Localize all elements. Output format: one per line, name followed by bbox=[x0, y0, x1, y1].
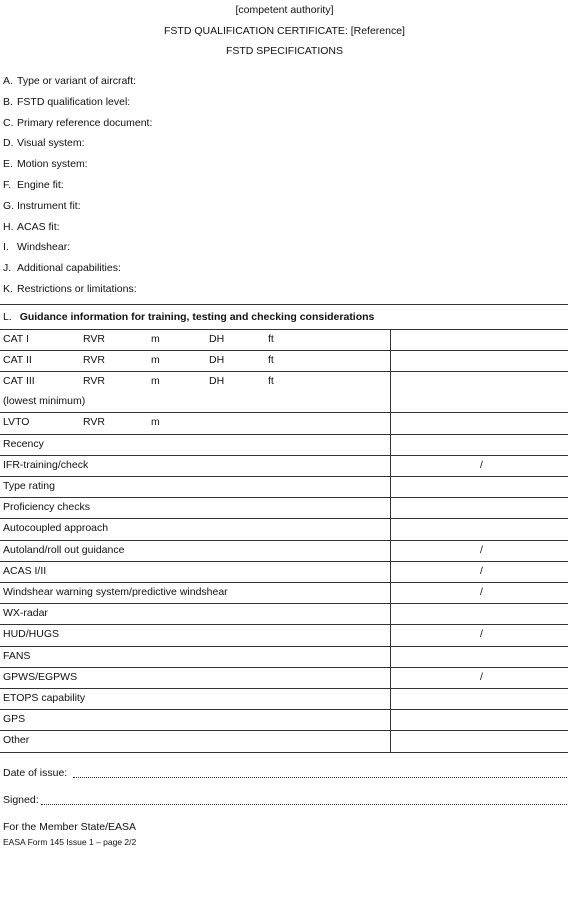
value-cell[interactable] bbox=[392, 477, 566, 496]
spec-label: Motion system: bbox=[17, 158, 88, 171]
value-cell[interactable] bbox=[392, 604, 566, 623]
table-row-label: Autocoupled approach bbox=[3, 522, 109, 535]
certificate-title: FSTD QUALIFICATION CERTIFICATE: [Reference] bbox=[164, 25, 405, 37]
member-state-label: For the Member State/EASA bbox=[3, 821, 137, 833]
date-of-issue-field[interactable] bbox=[73, 777, 567, 778]
spec-label: FSTD qualification level: bbox=[17, 95, 131, 108]
dh-label: DH bbox=[209, 375, 225, 388]
competent-authority: [competent authority] bbox=[235, 4, 334, 16]
value-cell[interactable] bbox=[392, 330, 566, 349]
value-cell[interactable] bbox=[392, 668, 566, 687]
table-row-label: FANS bbox=[3, 649, 31, 662]
minima-category: LVTO bbox=[3, 416, 30, 429]
value-cell[interactable] bbox=[392, 498, 566, 517]
separator-mark: / bbox=[480, 458, 483, 471]
spec-letter: D. bbox=[3, 137, 14, 150]
value-cell[interactable] bbox=[392, 413, 566, 432]
table-row-label: Recency bbox=[3, 437, 44, 450]
spec-letter: J. bbox=[3, 262, 12, 275]
metres-unit: m bbox=[151, 416, 160, 429]
spec-letter: E. bbox=[3, 158, 13, 171]
table-row-label: IFR-training/check bbox=[3, 458, 89, 471]
table-row-label: Windshear warning system/predictive windshear bbox=[3, 586, 228, 598]
spec-label: Instrument fit: bbox=[17, 199, 81, 212]
value-cell[interactable] bbox=[392, 519, 566, 538]
separator-mark: / bbox=[480, 543, 483, 556]
separator-mark: / bbox=[480, 628, 483, 641]
value-cell[interactable] bbox=[392, 372, 566, 411]
section-l-letter: L. bbox=[3, 311, 12, 323]
spec-letter: B. bbox=[3, 95, 13, 108]
table-row-label: Autoland/roll out guidance bbox=[3, 543, 125, 556]
date-of-issue-label: Date of issue: bbox=[3, 767, 68, 779]
separator-mark: / bbox=[480, 670, 483, 683]
value-cell[interactable] bbox=[392, 456, 566, 475]
table-row-label: Type rating bbox=[3, 480, 55, 492]
value-cell[interactable] bbox=[392, 731, 566, 750]
dh-label: DH bbox=[209, 354, 225, 367]
metres-unit: m bbox=[151, 375, 160, 388]
spec-letter: A. bbox=[3, 75, 13, 87]
rvr-label: RVR bbox=[83, 354, 105, 367]
value-cell[interactable] bbox=[392, 710, 566, 729]
table-row-label: ACAS I/II bbox=[3, 564, 47, 577]
value-cell[interactable] bbox=[392, 541, 566, 560]
minima-category: CAT II bbox=[3, 354, 32, 367]
separator-mark: / bbox=[480, 586, 483, 598]
metres-unit: m bbox=[151, 354, 160, 367]
dh-label: DH bbox=[209, 333, 225, 345]
signature-field[interactable] bbox=[41, 804, 567, 805]
lowest-minimum-note: (lowest minimum) bbox=[3, 395, 86, 408]
minima-category: CAT III bbox=[3, 375, 35, 388]
feet-unit: ft bbox=[268, 375, 274, 388]
spec-label: Primary reference document: bbox=[17, 116, 153, 129]
table-bottom-border bbox=[0, 752, 568, 753]
spec-label: Engine fit: bbox=[17, 179, 64, 191]
spec-label: ACAS fit: bbox=[17, 220, 60, 233]
section-l-title: Guidance information for training, testing and checking considerations bbox=[19, 311, 375, 323]
rvr-label: RVR bbox=[83, 416, 105, 429]
section-l-heading bbox=[3, 311, 374, 323]
spec-letter: K. bbox=[3, 283, 13, 295]
table-row-label: Other bbox=[3, 734, 30, 747]
spec-label: Windshear: bbox=[17, 241, 71, 254]
table-top-border bbox=[0, 304, 568, 305]
specifications-title: FSTD SPECIFICATIONS bbox=[225, 45, 344, 57]
value-cell[interactable] bbox=[392, 435, 566, 454]
spec-label: Visual system: bbox=[17, 137, 85, 150]
spec-letter: C. bbox=[3, 116, 14, 129]
value-cell[interactable] bbox=[392, 562, 566, 581]
signed-label: Signed: bbox=[3, 794, 39, 806]
table-row-label: ETOPS capability bbox=[3, 692, 86, 704]
value-cell[interactable] bbox=[392, 689, 566, 708]
rvr-label: RVR bbox=[83, 333, 105, 345]
minima-category: CAT I bbox=[3, 333, 29, 345]
value-cell[interactable] bbox=[392, 583, 566, 602]
spec-label: Type or variant of aircraft: bbox=[17, 75, 137, 87]
feet-unit: ft bbox=[268, 333, 274, 345]
spec-letter: F. bbox=[3, 179, 12, 191]
value-cell[interactable] bbox=[392, 647, 566, 666]
spec-label: Additional capabilities: bbox=[17, 262, 121, 275]
column-divider bbox=[390, 329, 391, 752]
rvr-label: RVR bbox=[83, 375, 105, 388]
spec-letter: I. bbox=[3, 241, 9, 254]
table-row-label: WX-radar bbox=[3, 607, 48, 620]
table-row-label: GPS bbox=[3, 713, 26, 726]
spec-letter: G. bbox=[3, 199, 15, 212]
value-cell[interactable] bbox=[392, 625, 566, 644]
separator-mark: / bbox=[480, 564, 483, 577]
metres-unit: m bbox=[151, 333, 160, 345]
table-row-label: HUD/HUGS bbox=[3, 628, 60, 641]
spec-label: Restrictions or limitations: bbox=[17, 283, 137, 295]
form-identifier: EASA Form 145 Issue 1 – page 2/2 bbox=[3, 837, 137, 847]
table-row-label: GPWS/EGPWS bbox=[3, 670, 78, 683]
spec-letter: H. bbox=[3, 220, 14, 233]
value-cell[interactable] bbox=[392, 351, 566, 370]
feet-unit: ft bbox=[268, 354, 274, 367]
table-row-label: Proficiency checks bbox=[3, 501, 90, 514]
